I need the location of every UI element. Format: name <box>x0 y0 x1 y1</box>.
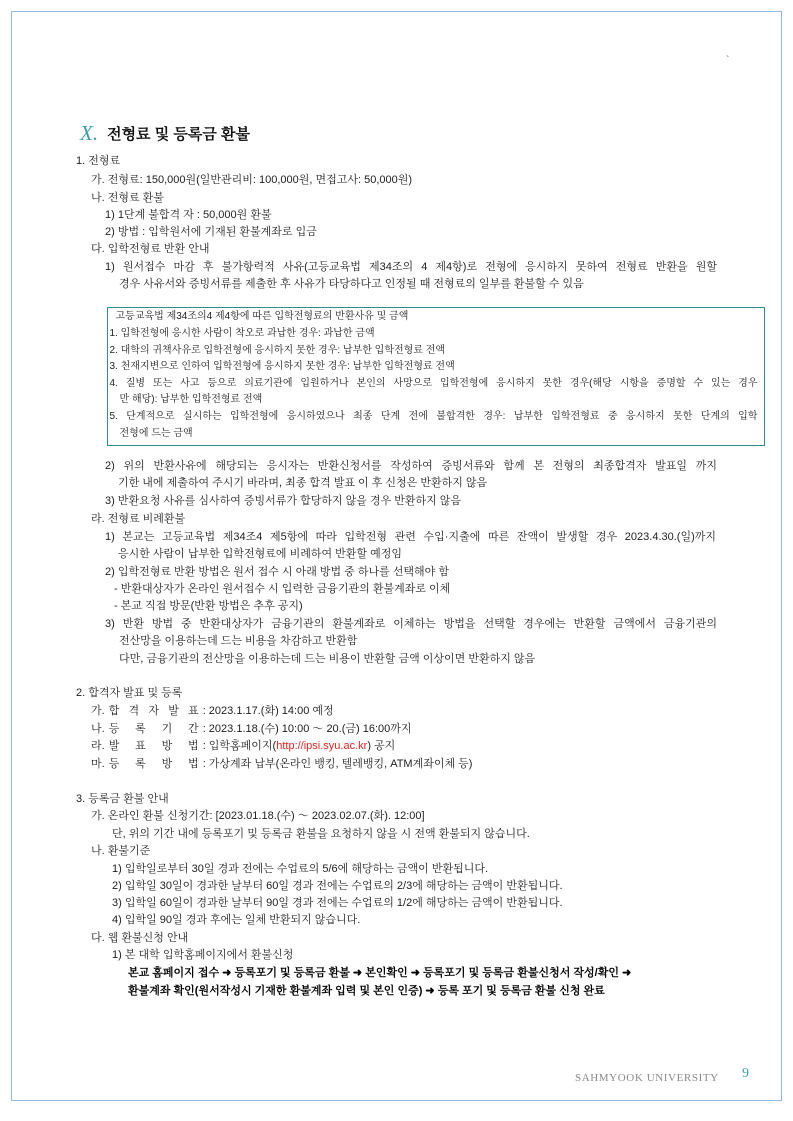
refund-reason-line: 3. 천재지변으로 인하여 입학전형에 응시하지 못한 경우: 납부한 입학전형료 전액 <box>109 361 455 372</box>
refund-reason-line: 5. 단계적으로 실시하는 입학전형에 응시하였으나 최종 단계 전에 불합격한 경우: 납부한 입학전형료 중 응시하지 못한 단계의 입학 <box>109 411 758 422</box>
section-title <box>80 121 250 145</box>
proportional-refund-item: 3) 반환 방법 중 반환대상자가 금융기관의 환불계좌로 이체하는 방법을 선택할 경우에는 반환할 금액에서 금융기관의 <box>105 618 717 630</box>
refund-reasons-title: 고등교육법 제34조의4 제4항에 따른 입학전형료의 반환사유 및 금액 <box>115 311 409 322</box>
fee-refund-item: 2) 방법 : 입학원서에 기재된 환불계좌로 입금 <box>105 226 317 238</box>
web-refund-heading: 다. 웹 환불신청 안내 <box>91 932 189 944</box>
section-2-heading: 2. 합격자 발표 및 등록 <box>76 687 183 699</box>
refund-reasons-box <box>107 307 765 446</box>
footer-university: SAHMYOOK UNIVERSITY <box>575 1072 719 1084</box>
fee-refund-heading: 나. 전형료 환불 <box>91 192 164 204</box>
refund-reason-line-cont: 전형에 드는 금액 <box>119 428 193 439</box>
payment-method-row <box>91 757 472 771</box>
refund-criteria-item: 3) 입학일 60일이 경과한 날부터 90일 경과 전에는 수업료의 1/2에 해당하는 금액이 반환됩니다. <box>112 897 563 909</box>
web-refund-steps: 본교 홈페이지 접수 ➜ 등록포기 및 등록금 환불 ➜ 본인확인 ➜ 등록포기 및 등록금 환불신청서 작성/확인 ➜ <box>128 967 632 979</box>
title-numeral: X. <box>80 120 99 145</box>
proportional-refund-item-cont: 다만, 금융기관의 전산망을 이용하는데 드는 비용이 반환할 금액 이상이면 반환하지 않음 <box>119 653 536 665</box>
refund-method-option: - 반환대상자가 온라인 원서접수 시 입력한 금융기관의 환불계좌로 이체 <box>114 583 451 595</box>
registration-period-row <box>91 722 412 736</box>
tuition-refund-note: 단, 위의 기간 내에 등록포기 및 등록금 환불을 요청하지 않을 시 전액 환불되지 않습니다. <box>112 828 530 840</box>
refund-reason-line: 4. 질병 또는 사고 등으로 의료기관에 입원하거나 본인의 사망으로 입학전형에 응시하지 못한 경우(해당 시항을 증명할 수 있는 경우 <box>109 378 758 389</box>
page-number: 9 <box>742 1066 749 1081</box>
fee-return-item: 2) 위의 반환사유에 해당되는 응시자는 반환신청서를 작성하여 증빙서류와 함께 본 전형의 최종합격자 발표일 까지 <box>105 460 717 472</box>
refund-reason-line: 1. 입학전형에 응시한 사람이 착오로 과납한 경우: 과납한 금액 <box>109 328 375 339</box>
refund-criteria-item: 2) 입학일 30일이 경과한 날부터 60일 경과 전에는 수업료의 2/3에 해당하는 금액이 반환됩니다. <box>112 880 563 892</box>
proportional-refund-item-cont: 응시한 사람이 납부한 입학전형료에 비례하여 반환할 예정임 <box>118 548 402 560</box>
refund-criteria-item: 4) 입학일 90일 경과 후에는 일체 반환되지 않습니다. <box>112 914 361 926</box>
web-refund-steps: 환불계좌 확인(원서작성시 기재한 환불계좌 입력 및 본인 인증) ➜ 등록 포기 및 등록금 환불 신청 완료 <box>128 985 605 997</box>
refund-reason-line-cont: 만 해당): 납부한 입학전형료 전액 <box>119 394 263 405</box>
row-value-end: ) 공지 <box>367 740 396 752</box>
section-3-heading: 3. 등록금 환불 안내 <box>76 793 169 805</box>
row-marker: 가. <box>91 705 105 717</box>
refund-criteria-item: 1) 입학일로부터 30일 경과 전에는 수업료의 5/6에 해당하는 금액이 반환됩니다. <box>112 863 489 875</box>
row-label: 발 표 방 법 <box>108 740 199 752</box>
fee-return-item: 1) 원서접수 마감 후 불가항력적 사유(고등교육법 제34조의 4 제4항)로 전형에 응시하지 못하여 전형료 반환을 원할 <box>105 261 717 273</box>
row-marker: 나. <box>91 723 105 735</box>
announcement-date-row <box>91 704 334 718</box>
proportional-refund-item: 2) 입학전형료 반환 방법은 원서 접수 시 아래 방법 중 하나를 선택해야 함 <box>105 566 449 578</box>
proportional-refund-item-cont: 전산망을 이용하는데 드는 비용을 차감하고 반환함 <box>119 635 358 647</box>
row-marker: 마. <box>91 758 105 770</box>
announcement-method-row <box>91 739 395 753</box>
refund-criteria-heading: 나. 환불기준 <box>91 845 151 857</box>
proportional-refund-item: 1) 본교는 고등교육법 제34조4 제5항에 따라 입학전형 관련 수입·지출에 따른 잔액이 발생할 경우 2023.4.30.(일)까지 <box>105 531 716 543</box>
fee-refund-item: 1) 1단계 불합격 자 : 50,000원 환불 <box>105 209 272 221</box>
fee-return-heading: 다. 입학전형료 반환 안내 <box>91 243 210 255</box>
fee-return-item-cont: 경우 사유서와 증빙서류를 제출한 후 사유가 타당하다고 인정될 때 전형료의 일부를 환불할 수 있음 <box>119 278 584 290</box>
row-label: 합 격 자 발 표 <box>108 705 199 717</box>
proportional-refund-heading: 라. 전형료 비례환불 <box>91 513 186 525</box>
corner-mark: ` <box>726 55 730 66</box>
tuition-refund-period: 가. 온라인 환불 신청기간: [2023.01.18.(수) ～ 2023.02.07.(화). 12:00] <box>91 810 425 822</box>
fee-return-item-cont: 기한 내에 제출하여 주시기 바라며, 최종 합격 발표 이 후 신청은 반환하지 않음 <box>118 477 488 489</box>
refund-method-option: - 본교 직접 방문(반환 방법은 추후 공지) <box>114 600 303 612</box>
web-refund-item: 1) 본 대학 입학홈페이지에서 환불신청 <box>112 949 294 961</box>
row-value: : 2023.1.18.(수) 10:00 ～ 20.(금) 16:00까지 <box>202 723 412 735</box>
row-label: 등 록 방 법 <box>108 758 199 770</box>
row-value: : 2023.1.17.(화) 14:00 예정 <box>202 705 334 717</box>
admissions-url-link[interactable]: http://ipsi.syu.ac.kr <box>276 740 368 752</box>
fee-return-item: 3) 반환요청 사유를 심사하여 증빙서류가 합당하지 않을 경우 반환하지 않음 <box>105 495 462 507</box>
row-marker: 라. <box>91 740 105 752</box>
row-value: : 가상계좌 납부(온라인 뱅킹, 텔레뱅킹, ATM계좌이체 등) <box>202 758 473 770</box>
refund-reason-line: 2. 대학의 귀책사유로 입학전형에 응시하지 못한 경우: 납부한 입학전형료 전액 <box>109 345 446 356</box>
row-value: : 입학홈페이지( <box>202 740 277 752</box>
section-1-heading: 1. 전형료 <box>76 155 121 167</box>
exam-fee-line: 가. 전형료: 150,000원(일반관리비: 100,000원, 면접고사: 50,000원) <box>91 174 413 186</box>
row-label: 등 록 기 간 <box>108 723 199 735</box>
title-text: 전형료 및 등록금 환불 <box>107 125 250 143</box>
